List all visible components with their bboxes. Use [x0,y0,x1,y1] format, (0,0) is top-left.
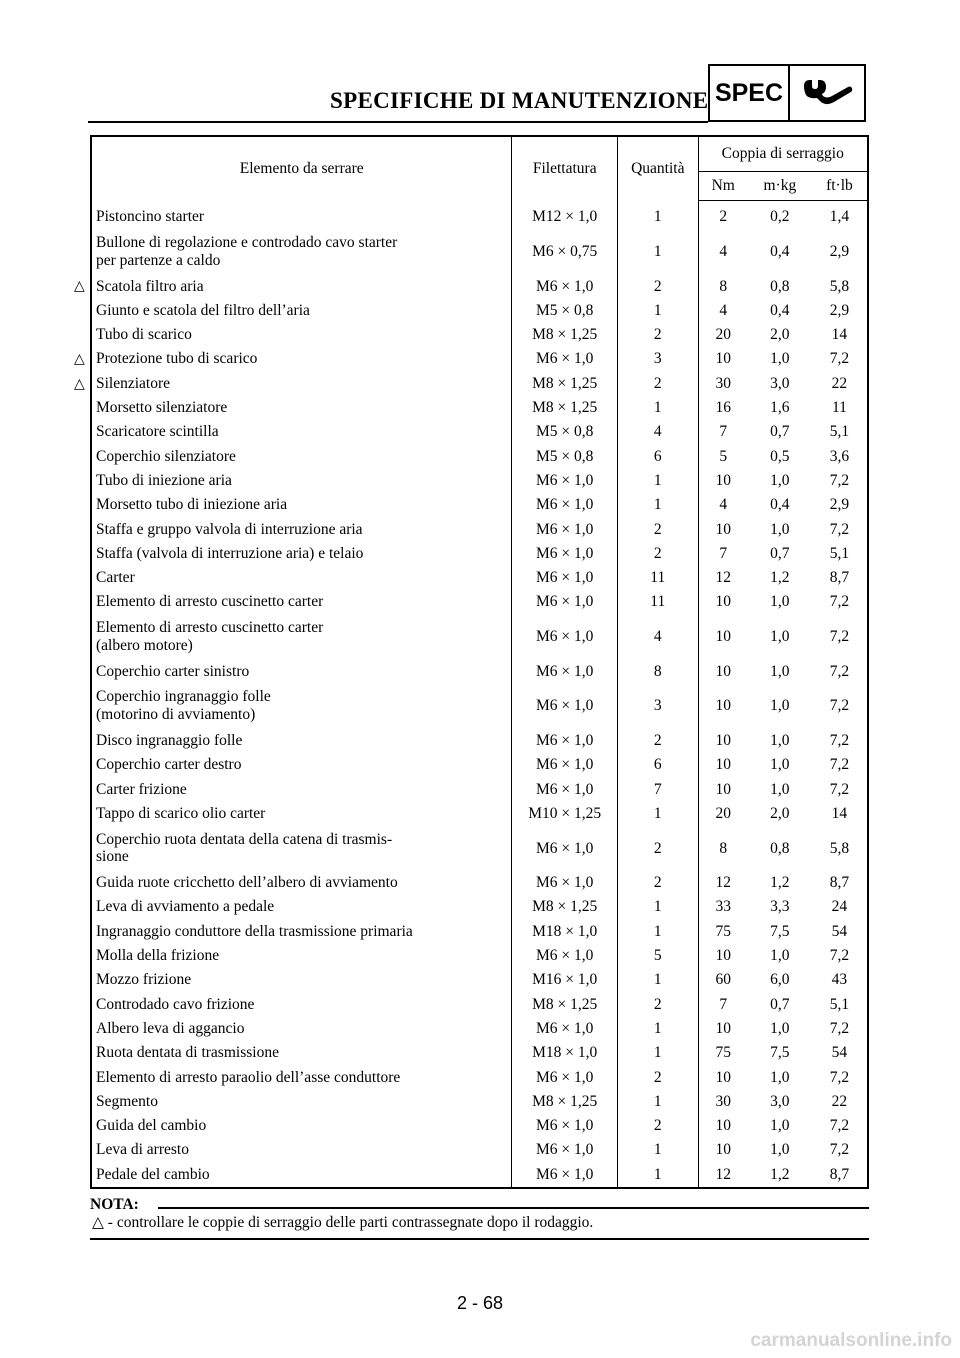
row-element: Ingranaggio conduttore della trasmissione primaria [91,920,512,944]
row-mkg: 3,0 [770,1092,790,1110]
row-thread: M6 × 1,0 [512,1114,618,1138]
row-nm: 30 [715,374,731,392]
row-ftlb: 14 [831,326,848,344]
row-mkg: 1,0 [770,1068,790,1086]
table-row [91,753,868,777]
triangle-icon: △ [74,375,85,392]
row-ftlb: 7,2 [829,1141,850,1159]
row-quantity: 2 [618,517,698,541]
row-nm: 4 [719,496,728,514]
row-element: Giunto e scatola del filtro dell’aria [91,299,512,323]
row-quantity: 6 [618,753,698,777]
row-thread: M6 × 1,0 [512,517,618,541]
row-quantity: 2 [618,1114,698,1138]
row-ftlb: 1,4 [829,208,850,226]
row-thread: M6 × 1,0 [512,753,618,777]
page-number: 2 - 68 [456,1293,504,1313]
row-quantity: 11 [618,566,698,590]
table-row [91,826,868,871]
row-nm: 10 [715,471,731,489]
row-quantity: 1 [618,1138,698,1162]
row-mkg: 1,0 [770,697,790,715]
row-mkg: 0,4 [770,301,790,319]
row-thread: M6 × 1,0 [512,826,618,871]
row-quantity: 1 [618,802,698,826]
row-mkg: 1,0 [770,520,790,538]
row-element: Disco ingranaggio folle [91,729,512,753]
row-ftlb: 5,8 [829,839,850,857]
watermark: carmanualsonline.info [750,1330,952,1351]
table-row [91,493,868,517]
row-mkg: 0,2 [770,208,790,226]
row-nm: 10 [715,350,731,368]
row-ftlb: 8,7 [829,1165,850,1183]
row-element: Leva di avviamento a pedale [91,895,512,919]
row-mkg: 1,2 [770,1165,790,1183]
row-nm: 4 [719,301,728,319]
row-quantity: 1 [618,1017,698,1041]
row-mkg: 1,2 [770,874,790,892]
row-quantity: 1 [618,493,698,517]
row-thread: M6 × 1,0 [512,659,618,683]
row-element: Ruota dentata di trasmissione [91,1041,512,1065]
page-title: SPECIFICHE DI MANUTENZIONE [330,88,709,113]
table-row [91,396,868,420]
row-nm: 10 [715,1068,731,1086]
table-row [91,1041,868,1065]
nota-note [92,1213,593,1232]
row-nm: 2 [719,208,728,226]
header-element: Elemento da serrare [91,136,512,201]
row-mkg: 1,0 [770,947,790,965]
spec-badge-label: SPEC [710,66,790,120]
table-row [91,802,868,826]
row-element: Morsetto tubo di iniezione aria [91,493,512,517]
row-ftlb: 22 [831,374,848,392]
row-quantity: 5 [618,944,698,968]
header-mkg: m·kg [748,172,812,201]
triangle-icon: △ [74,278,85,295]
table-row [91,566,868,590]
row-nm: 75 [715,1044,731,1062]
row-quantity: 1 [618,201,698,230]
table-row [91,729,868,753]
row-thread: M18 × 1,0 [512,1041,618,1065]
row-mkg: 1,0 [770,1117,790,1135]
table-row [91,420,868,444]
row-element: Scatola filtro aria [91,274,512,298]
table-row [91,1065,868,1089]
row-element: Carter [91,566,512,590]
row-thread: M8 × 1,25 [512,323,618,347]
row-mkg: 1,0 [770,1019,790,1037]
row-mkg: 0,7 [770,995,790,1013]
row-nm: 10 [715,662,731,680]
row-ftlb: 7,2 [829,350,850,368]
row-thread: M8 × 1,25 [512,992,618,1016]
row-thread: M6 × 1,0 [512,590,618,614]
row-quantity: 2 [618,542,698,566]
row-element: Guida ruote cricchetto dell’albero di avviamento [91,871,512,895]
row-quantity: 1 [618,299,698,323]
row-ftlb: 7,2 [829,1019,850,1037]
row-thread: M6 × 1,0 [512,566,618,590]
row-thread: M6 × 1,0 [512,1065,618,1089]
table-row [91,1163,868,1188]
row-nm: 33 [715,898,731,916]
row-thread: M10 × 1,25 [512,802,618,826]
header-quantity: Quantità [618,136,698,201]
row-ftlb: 3,6 [829,447,850,465]
row-nm: 20 [715,326,731,344]
row-thread: M16 × 1,0 [512,968,618,992]
row-quantity: 2 [618,1065,698,1089]
row-element: Leva di arresto [91,1138,512,1162]
row-mkg: 0,7 [770,544,790,562]
row-element: Tappo di scarico olio carter [91,802,512,826]
table-row [91,274,868,298]
row-thread: M6 × 1,0 [512,493,618,517]
header-rule [88,121,708,123]
row-element: Tubo di iniezione aria [91,469,512,493]
row-mkg: 1,0 [770,780,790,798]
row-element: Bullone di regolazione e controdado cavo starter per partenze a caldo [91,229,512,274]
row-ftlb: 7,2 [829,780,850,798]
row-ftlb: 2,9 [829,242,850,260]
table-row [91,469,868,493]
row-element: Scaricatore scintilla [91,420,512,444]
nota-rule [158,1207,869,1209]
row-nm: 10 [715,780,731,798]
row-element: Coperchio carter destro [91,753,512,777]
row-nm: 8 [719,839,728,857]
row-quantity: 1 [618,229,698,274]
torque-table [90,135,869,1189]
row-ftlb: 54 [831,1044,848,1062]
table-row [91,920,868,944]
row-nm: 7 [719,995,728,1013]
row-thread: M8 × 1,25 [512,396,618,420]
row-element: Segmento [91,1090,512,1114]
row-quantity: 2 [618,371,698,395]
row-nm: 10 [715,1141,731,1159]
row-element: Protezione tubo di scarico [91,347,512,371]
row-ftlb: 2,9 [829,301,850,319]
row-nm: 10 [715,593,731,611]
wrench-icon [790,66,864,120]
row-mkg: 3,3 [770,898,790,916]
row-quantity: 2 [618,729,698,753]
nota-text: - controllare le coppie di serraggio delle parti contrassegnate dopo il rodaggio. [107,1214,594,1231]
table-row [91,201,868,230]
table-row [91,968,868,992]
table-row [91,992,868,1016]
row-nm: 5 [719,447,728,465]
row-thread: M6 × 1,0 [512,1163,618,1188]
table-row [91,1138,868,1162]
row-nm: 16 [715,399,731,417]
row-element: Coperchio ruota dentata della catena di trasmis- sione [91,826,512,871]
row-ftlb: 7,2 [829,1068,850,1086]
table-row [91,614,868,659]
row-quantity: 1 [618,1041,698,1065]
row-element: Coperchio silenziatore [91,444,512,468]
row-mkg: 0,7 [770,423,790,441]
row-ftlb: 22 [831,1092,848,1110]
row-quantity: 1 [618,895,698,919]
row-mkg: 1,2 [770,569,790,587]
row-ftlb: 14 [831,804,848,822]
row-element: Controdado cavo frizione [91,992,512,1016]
row-quantity: 4 [618,614,698,659]
row-nm: 10 [715,520,731,538]
row-mkg: 0,8 [770,277,790,295]
table-row [91,1114,868,1138]
row-thread: M6 × 1,0 [512,347,618,371]
row-ftlb: 7,2 [829,1117,850,1135]
row-ftlb: 8,7 [829,569,850,587]
table-row [91,684,868,729]
header-nm: Nm [698,172,748,201]
row-nm: 12 [715,569,731,587]
row-ftlb: 5,8 [829,277,850,295]
row-nm: 10 [715,731,731,749]
row-nm: 7 [719,423,728,441]
table-row [91,542,868,566]
triangle-icon: △ [92,1214,104,1231]
row-element: Staffa e gruppo valvola di interruzione aria [91,517,512,541]
row-thread: M8 × 1,25 [512,371,618,395]
row-thread: M6 × 0,75 [512,229,618,274]
row-ftlb: 54 [831,922,848,940]
row-ftlb: 5,1 [829,544,850,562]
triangle-icon: △ [74,351,85,368]
row-thread: M5 × 0,8 [512,420,618,444]
row-ftlb: 7,2 [829,756,850,774]
row-thread: M6 × 1,0 [512,1017,618,1041]
row-ftlb: 7,2 [829,662,850,680]
row-ftlb: 2,9 [829,496,850,514]
row-mkg: 1,6 [770,399,790,417]
row-quantity: 1 [618,968,698,992]
header-torque: Coppia di serraggio [721,145,844,163]
row-ftlb: 7,2 [829,947,850,965]
row-element: Tubo di scarico [91,323,512,347]
row-mkg: 1,0 [770,662,790,680]
row-quantity: 2 [618,323,698,347]
row-ftlb: 8,7 [829,874,850,892]
row-quantity: 2 [618,871,698,895]
row-mkg: 1,0 [770,1141,790,1159]
row-quantity: 2 [618,274,698,298]
row-nm: 4 [719,242,728,260]
row-mkg: 0,5 [770,447,790,465]
row-nm: 10 [715,947,731,965]
row-nm: 10 [715,697,731,715]
table-row [91,371,868,395]
row-ftlb: 7,2 [829,697,850,715]
row-element: Coperchio ingranaggio folle (motorino di avviamento) [91,684,512,729]
table-row [91,895,868,919]
row-mkg: 2,0 [770,326,790,344]
row-element: Mozzo frizione [91,968,512,992]
row-mkg: 2,0 [770,804,790,822]
table-row [91,1090,868,1114]
row-element: Staffa (valvola di interruzione aria) e telaio [91,542,512,566]
row-element: Elemento di arresto cuscinetto carter (albero motore) [91,614,512,659]
row-quantity: 3 [618,684,698,729]
row-thread: M6 × 1,0 [512,542,618,566]
row-thread: M5 × 0,8 [512,299,618,323]
table-row [91,1017,868,1041]
row-ftlb: 7,2 [829,520,850,538]
row-ftlb: 11 [831,399,847,417]
row-ftlb: 7,2 [829,731,850,749]
row-nm: 30 [715,1092,731,1110]
row-quantity: 2 [618,826,698,871]
row-thread: M6 × 1,0 [512,274,618,298]
row-ftlb: 7,2 [829,471,850,489]
row-thread: M6 × 1,0 [512,684,618,729]
row-thread: M6 × 1,0 [512,777,618,801]
row-nm: 8 [719,277,728,295]
row-quantity: 2 [618,992,698,1016]
table-row [91,659,868,683]
row-ftlb: 7,2 [829,593,850,611]
row-mkg: 1,0 [770,756,790,774]
row-quantity: 7 [618,777,698,801]
table-row [91,347,868,371]
row-nm: 12 [715,1165,731,1183]
table-row [91,323,868,347]
table-row [91,444,868,468]
row-thread: M6 × 1,0 [512,944,618,968]
row-element: Elemento di arresto paraolio dell’asse conduttore [91,1065,512,1089]
row-mkg: 0,4 [770,496,790,514]
row-element: Coperchio carter sinistro [91,659,512,683]
table-row [91,871,868,895]
row-thread: M6 × 1,0 [512,1138,618,1162]
row-nm: 7 [719,544,728,562]
table-row [91,229,868,274]
row-quantity: 4 [618,420,698,444]
row-element: Morsetto silenziatore [91,396,512,420]
row-element: Silenziatore [91,371,512,395]
row-quantity: 1 [618,1163,698,1188]
row-element: Guida del cambio [91,1114,512,1138]
row-ftlb: 24 [831,898,848,916]
row-mkg: 0,8 [770,839,790,857]
row-ftlb: 5,1 [829,423,850,441]
row-nm: 20 [715,804,731,822]
row-element: Molla della frizione [91,944,512,968]
header-thread: Filettatura [512,136,618,201]
row-mkg: 1,0 [770,628,790,646]
nota-label: NOTA: [90,1196,139,1213]
row-element: Albero leva di aggancio [91,1017,512,1041]
table-row [91,517,868,541]
row-element: Elemento di arresto cuscinetto carter [91,590,512,614]
row-thread: M6 × 1,0 [512,614,618,659]
row-thread: M12 × 1,0 [512,201,618,230]
row-ftlb: 43 [831,971,848,989]
nota-bottom-rule [90,1238,869,1240]
row-mkg: 7,5 [770,1044,790,1062]
row-ftlb: 7,2 [829,628,850,646]
header-ftlb: ft·lb [812,172,868,201]
row-nm: 10 [715,1117,731,1135]
row-nm: 10 [715,756,731,774]
row-quantity: 1 [618,1090,698,1114]
table-row [91,299,868,323]
row-nm: 12 [715,874,731,892]
row-thread: M6 × 1,0 [512,871,618,895]
table-row [91,590,868,614]
row-mkg: 3,0 [770,374,790,392]
row-element: Pistoncino starter [91,201,512,230]
row-nm: 60 [715,971,731,989]
row-nm: 75 [715,922,731,940]
row-thread: M5 × 0,8 [512,444,618,468]
row-ftlb: 5,1 [829,995,850,1013]
row-nm: 10 [715,1019,731,1037]
row-thread: M18 × 1,0 [512,920,618,944]
row-thread: M6 × 1,0 [512,469,618,493]
row-element: Pedale del cambio [91,1163,512,1188]
row-mkg: 0,4 [770,242,790,260]
row-quantity: 1 [618,920,698,944]
row-mkg: 6,0 [770,971,790,989]
row-quantity: 8 [618,659,698,683]
row-mkg: 1,0 [770,731,790,749]
row-quantity: 1 [618,469,698,493]
row-quantity: 11 [618,590,698,614]
row-element: Carter frizione [91,777,512,801]
row-quantity: 1 [618,396,698,420]
row-nm: 10 [715,628,731,646]
row-mkg: 7,5 [770,922,790,940]
row-quantity: 3 [618,347,698,371]
row-thread: M6 × 1,0 [512,729,618,753]
row-mkg: 1,0 [770,471,790,489]
row-thread: M8 × 1,25 [512,895,618,919]
table-row [91,777,868,801]
spec-badge [708,64,866,122]
table-row [91,944,868,968]
row-mkg: 1,0 [770,350,790,368]
row-quantity: 6 [618,444,698,468]
row-mkg: 1,0 [770,593,790,611]
row-thread: M8 × 1,25 [512,1090,618,1114]
